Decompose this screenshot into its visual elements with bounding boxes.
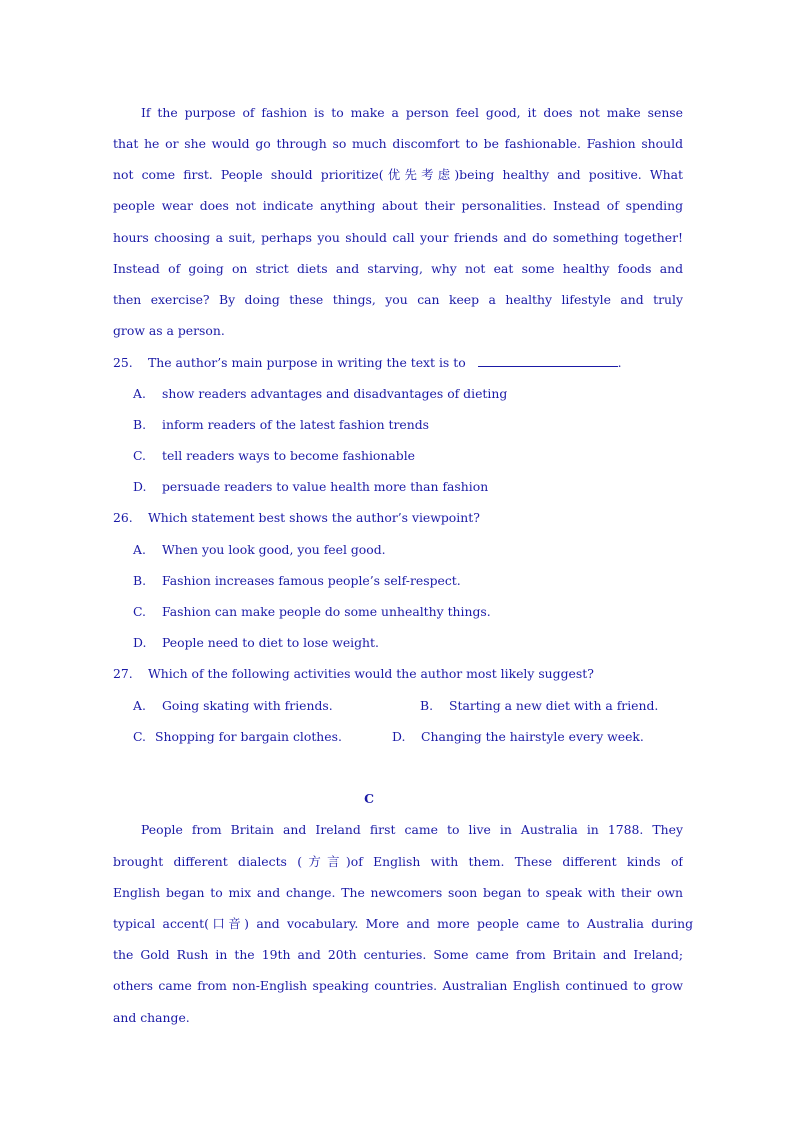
- option-row: [133, 729, 693, 745]
- paragraph-line: not come first. People should prioritize(优先考虑)being healthy and positive. What: [113, 167, 683, 182]
- option-b: B. Starting a new diet with a friend.: [420, 698, 659, 713]
- answer-blank: [478, 354, 618, 367]
- question-27: [113, 666, 683, 682]
- paragraph-line: hours choosing a suit, perhaps you should call your friends and do something together!: [113, 230, 683, 245]
- paragraph-line: People from Britain and Ireland first came to live in Australia in 1788. They: [141, 822, 683, 837]
- question-stem: The author’s main purpose in writing the text is to: [148, 355, 466, 370]
- paragraph-line: English began to mix and change. The newcomers soon began to speak with their own: [113, 885, 683, 900]
- paragraph-line: others came from non-English speaking countries. Australian English continued to grow: [113, 978, 683, 993]
- paragraph-line: brought different dialects (方言)of English with them. These different kinds of: [113, 854, 683, 869]
- question-number: 27.: [113, 666, 133, 681]
- paragraph-line: If the purpose of fashion is to make a person feel good, it does not make sense: [141, 105, 683, 120]
- question-26: [113, 510, 683, 526]
- option-a: A. When you look good, you feel good.: [133, 542, 386, 557]
- option-d: D. People need to diet to lose weight.: [133, 635, 379, 650]
- paragraph-line: people wear does not indicate anything about their personalities. Instead of spending: [113, 198, 683, 213]
- paragraph-line: typical accent(口音) and vocabulary. More and more people came to Australia during: [113, 916, 693, 931]
- option-c: C. Fashion can make people do some unhealthy things.: [133, 604, 491, 619]
- paragraph-line: that he or she would go through so much discomfort to be fashionable. Fashion should: [113, 136, 683, 151]
- option-a: A. show readers advantages and disadvantages of dieting: [133, 386, 508, 401]
- option-a: A. Going skating with friends.: [133, 698, 333, 713]
- question-25: [113, 354, 683, 371]
- option-b: B. Fashion increases famous people’s self-respect.: [133, 573, 461, 588]
- option-c: C. Shopping for bargain clothes.: [133, 729, 342, 744]
- paragraph-line: then exercise? By doing these things, you can keep a healthy lifestyle and truly: [113, 292, 683, 307]
- option-d: D. persuade readers to value health more than fashion: [133, 479, 489, 494]
- paragraph-line: and change.: [113, 1010, 190, 1025]
- question-number: 26.: [113, 510, 133, 525]
- option-row: [133, 698, 693, 714]
- paragraph-line: the Gold Rush in the 19th and 20th centuries. Some came from Britain and Ireland;: [113, 947, 683, 962]
- option-c: C. tell readers ways to become fashionable: [133, 448, 415, 463]
- question-end: .: [617, 355, 622, 370]
- question-stem: Which statement best shows the author’s viewpoint?: [148, 510, 480, 525]
- option-d: D. Changing the hairstyle every week.: [392, 729, 644, 744]
- paragraph-line: Instead of going on strict diets and starving, why not eat some healthy foods and: [113, 261, 683, 276]
- question-stem: Which of the following activities would the author most likely suggest?: [148, 666, 594, 681]
- option-b: B. inform readers of the latest fashion trends: [133, 417, 430, 432]
- paragraph-line: grow as a person.: [113, 323, 225, 338]
- question-number: 25.: [113, 355, 133, 370]
- section-heading: C: [364, 791, 374, 806]
